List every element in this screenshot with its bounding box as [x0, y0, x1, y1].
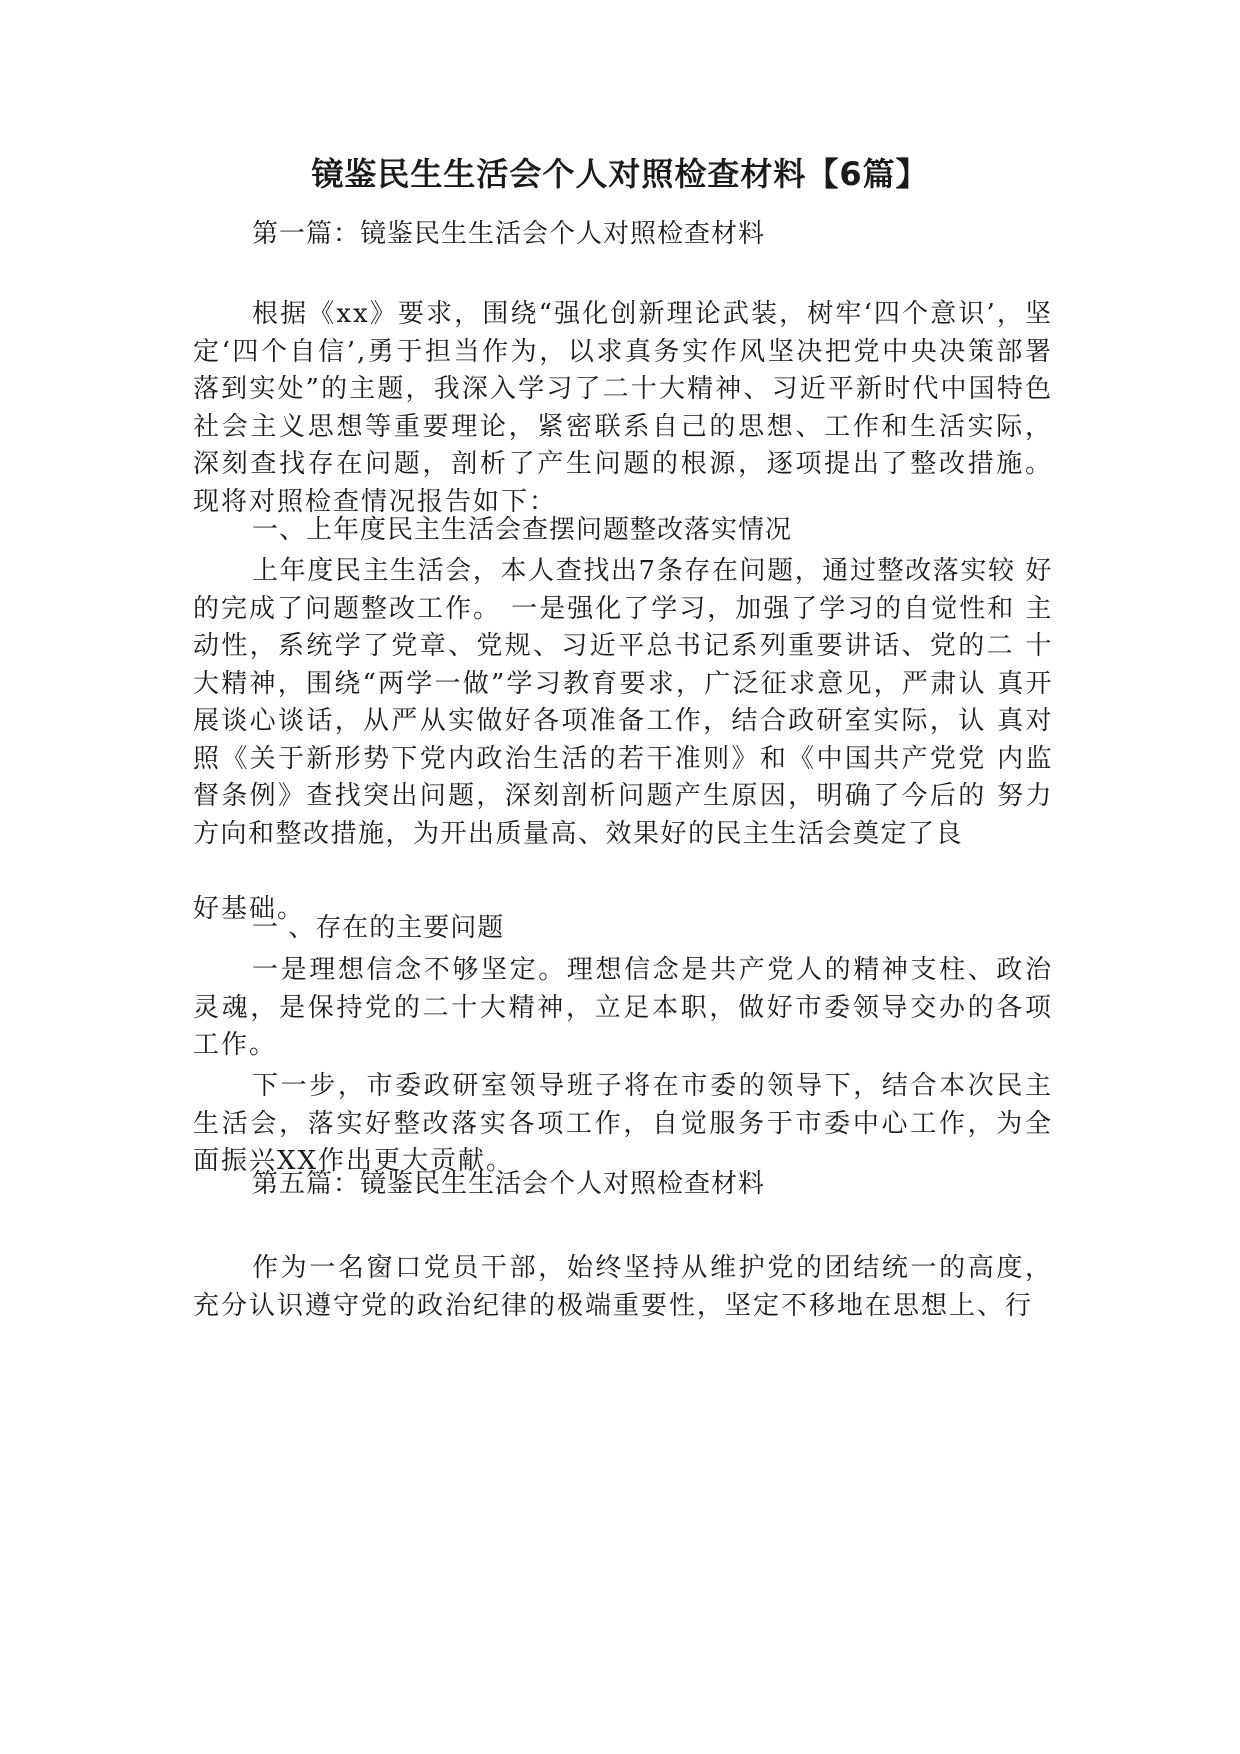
subheading-rectification: 一、上年度民主生活会查摆问题整改落实情况 — [252, 515, 793, 545]
paragraph-next-steps: 下一步，市委政研室领导班子将在市委的领导下，结合本次民主生活会，落实好整改落实各项工作，自觉服务于市委中心工作，为全面振兴XX作出更大贡献。 — [193, 1071, 1053, 1176]
paragraph-ideals: 一是理想信念不够坚定。理想信念是共产党人的精神支柱、政治灵魂，是保持党的二十大精神，立足本职，做好市委领导交办的各项工作。 — [193, 955, 1053, 1060]
paragraph-part5: 作为一名窗口党员干部，始终坚持从维护党的团结统一的高度，充分认识遵守党的政治纪律的极端重要性，坚定不移地在思想上、行 — [193, 1253, 1053, 1321]
subheading-main-problems: 一 、存在的主要问题 — [252, 913, 505, 943]
part5-heading: 第五篇：镜鉴民生生活会个人对照检查材料 — [252, 1169, 766, 1199]
paragraph-intro: 根据《xx》要求，围绕“强化创新理论武装，树牢‘四个意识’，坚定‘四个自信’,勇于担当作为，以求真务实作风坚决把党中央决策部署落到实处”的主题，我深入学习了二十大精神、习近平新时代中国特色社会主义思想等重要理论，紧密联系自己的思想、工作和生活实际，深刻查找存在问题，剖析了产生问题的根源，逐项提出了整改措施。现将对照检查情况报告如下： — [193, 299, 1053, 517]
paragraph-rectification: 上年度民主生活会，本人查找出7条存在问题，通过整改落实较 好的完成了问题整改工作。 一是强化了学习，加强了学习的自觉性和 主动性，系统学了党章、党规、习近平总书记系列重要讲话、党的二 十大精神，围绕“两学一做”学习教育要求，广泛征求意见，严肃认 真开展谈心谈话，从严从实做好各项准备工作，结合政研室实际，认 真对照《关于新形势下党内政治生活的若干准则》和《中国共产党党 内监督条例》查找突出问题，深刻剖析问题产生原因，明确了今后的 努力方向和整改措施，为开出质量高、效果好的民主生活会奠定了良 — [193, 556, 1053, 849]
part1-heading: 第一篇：镜鉴民生生活会个人对照检查材料 — [252, 219, 766, 249]
document-title: 镜鉴民生生活会个人对照检查材料【6篇】 — [311, 155, 929, 193]
paragraph-rectification-tail: 好基础。 — [193, 894, 306, 924]
